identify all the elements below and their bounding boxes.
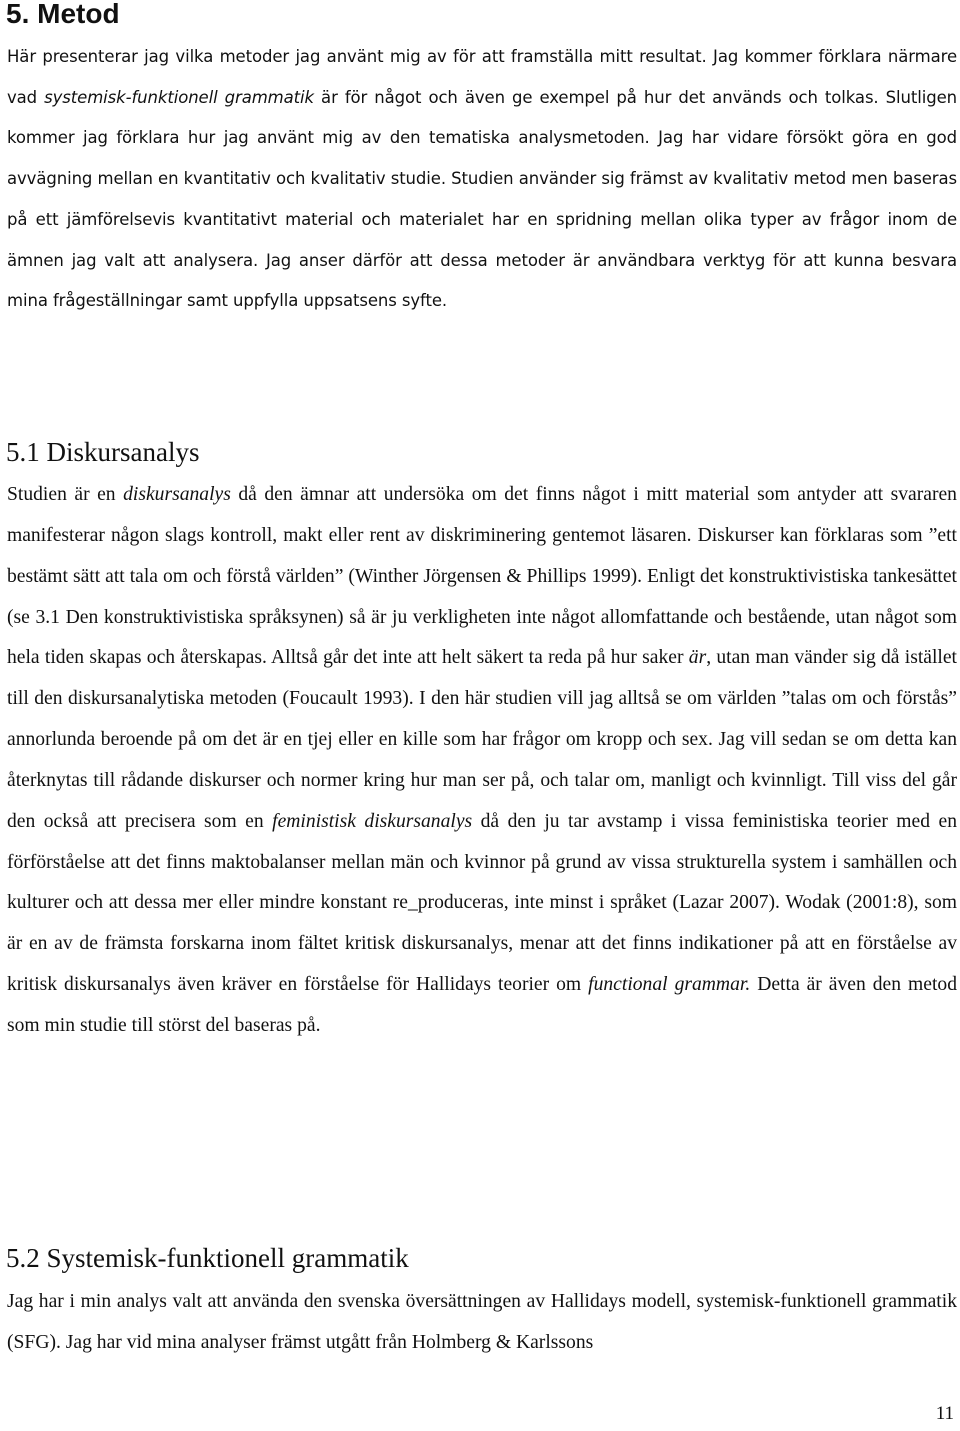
section-5-1-text-4: då den ju tar avstamp i vissa feministiska teorier med en förförståelse att det finns maktobalanser mellan män och kvinnor på grund av vissa strukturella system i samhällen och kulturer och att dessa mer eller mindre konstant re_produceras, inte minst i språket (Lazar 2007). Wodak (2001:8), som är en av de främsta forskarna inom fältet kritisk diskursanalys, menar att det finns indikationer på att en förståelse av kritisk diskursanalys även kräver en förståelse för Hallidays teorier om [7, 810, 957, 996]
section-5-1-text-5: Detta är även den metod som min studie till störst del baseras på. [7, 974, 957, 1036]
term-diskursanalys: diskursanalys [123, 484, 231, 505]
section-heading-5-1: 5.1 Diskursanalys [6, 437, 200, 467]
section-5-1-text-2: då den ämnar att undersöka om det finns något i mitt material som antyder att svararen manifesterar någon slags kontroll, makt eller rent av diskriminering gentemot läsaren. Diskurser kan förklaras som ”ett bestämt sätt att tala om och förstå världen” (Winther Jörgensen & Phillips 1999). Enligt det konstruktivistiska tankesättet (se 3.1 Den konstruktivistiska språksynen) så är ju verkligheten inte något allomfattande och bestående, utan något som hela tiden skapas och återskapas. Alltså går det inte att helt säkert ta reda på hur saker [7, 484, 957, 669]
term-feministisk-diskursanalys: feministisk diskursanalys [272, 810, 473, 832]
section-5-1-text-3: , utan man vänder sig då istället till den diskursanalytiska metoden (Foucault 1993). I den här studien vill jag alltså se om världen ”talas om och förstås” annorlunda beroende på om det är en tjej eller en kille som har frågor om kropp och sex. Jag vill sedan se om detta kan återknytas till rådande diskurser och normer kring hur man ser på, och talar om, manligt och kvinnligt. Till viss del går den också att precisera som en [7, 647, 957, 832]
intro-italic-term: systemisk-funktionell grammatik [44, 87, 314, 107]
section-heading-5-2: 5.2 Systemisk-funktionell grammatik [6, 1243, 409, 1273]
intro-text-2: är för något och även ge exempel på hur det används och tolkas. Slutligen kommer jag förklara hur jag använt mig av den tematiska analysmetoden. Jag har vidare försökt göra en god avvägning mellan en kvantitativ och kvalitativ studie. Studien använder sig främst av kvalitativ metod men baseras på ett jämförelsevis kvantitativt material och materialet har en spridning mellan olika typer av frågor inom de ämnen jag valt att analysera. Jag anser därför att dessa metoder är användbara verktyg för att kunna besvara mina frågeställningar samt uppfylla uppsatsens syfte. [7, 87, 957, 311]
chapter-heading: 5. Metod [6, 0, 120, 29]
section-5-2-paragraph: Jag har i min analys valt att använda den svenska översättningen av Hallidays modell, systemisk-funktionell grammatik (SFG). Jag har vid mina analyser främst utgått från Holmberg & Karlssons [7, 1291, 957, 1353]
section-5-1-text-1: Studien är en [7, 484, 124, 505]
term-ar: är [688, 647, 707, 669]
intro-paragraph [7, 37, 957, 322]
page-number: 11 [935, 1403, 954, 1424]
term-functional-grammar: functional grammar. [588, 974, 751, 996]
section-5-1-paragraph [7, 475, 957, 1047]
intro-text-1: Här presenterar jag vilka metoder jag använt mig av för att framställa mitt resultat. Jag kommer förklara närmare vad [7, 47, 957, 107]
